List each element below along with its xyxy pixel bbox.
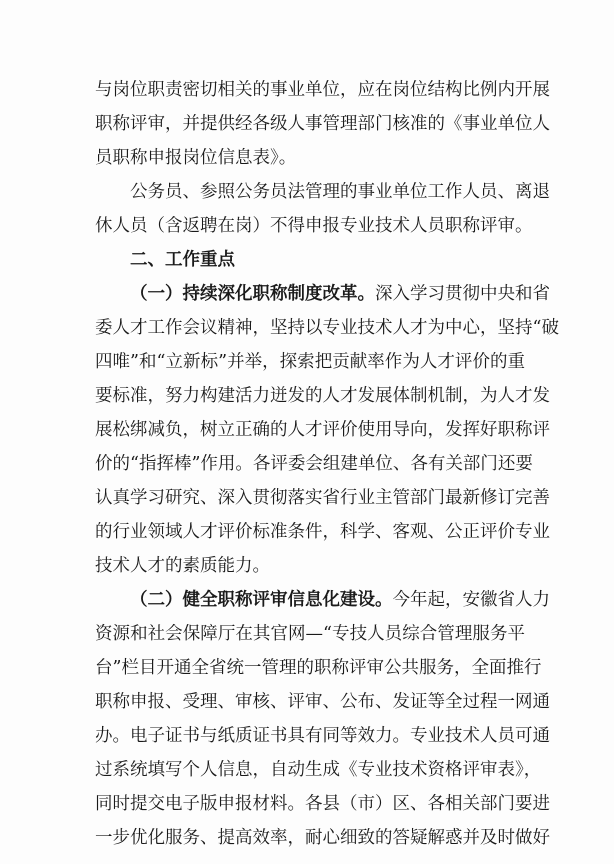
p4-line-7: 同时提交电子版申报材料。各县（市）区、各相关部门要进 [95, 794, 550, 814]
p3-line-9: 技术人才的素质能力。 [95, 556, 270, 576]
p3-line-3: 四唯”和“立新标”并举，探索把贡献率作为人才评价的重 [95, 352, 525, 372]
p4-line-2: 资源和社会保障厅在其官网—“专技人员综合管理服务平 [95, 624, 525, 644]
p1-line-2: 职称评审，并提供经各级人事管理部门核准的《事业单位人 [95, 114, 550, 134]
p3-line-1 [130, 282, 550, 306]
p4-line-5: 办。电子证书与纸质证书具有同等效力。专业技术人员可通 [95, 726, 550, 746]
p4-line-4: 职称申报、受理、审核、评审、公布、发证等全过程一网通 [95, 692, 550, 712]
p4-line-3: 台”栏目开通全省统一管理的职称评审公共服务，全面推行 [95, 658, 542, 678]
p2-line-2: 休人员（含返聘在岗）不得申报专业技术人员职称评审。 [95, 216, 533, 236]
p3-line-6: 价的“指挥棒”作用。各评委会组建单位、各有关部门还要 [95, 454, 533, 474]
p1-line-1: 与岗位职责密切相关的事业单位，应在岗位结构比例内开展 [95, 80, 550, 100]
p4-lead: （二）健全职称评审信息化建设。 [130, 590, 393, 610]
p3-line-5: 展松绑减负，树立正确的人才评价使用导向，发挥好职称评 [95, 420, 550, 440]
p3-line-8: 的行业领域人才评价标准条件，科学、客观、公正评价专业 [95, 522, 550, 542]
p3-line-7: 认真学习研究、深入贯彻落实省行业主管部门最新修订完善 [95, 488, 550, 508]
p3-line-4: 要标准，努力构建活力迸发的人才发展体制机制，为人才发 [95, 386, 550, 406]
p3-line-2: 委人才工作会议精神，坚持以专业技术人才为中心，坚持“破 [95, 318, 559, 338]
p4-line-6: 过系统填写个人信息，自动生成《专业技术资格评审表》， [95, 760, 542, 780]
p2-line-1: 公务员、参照公务员法管理的事业单位工作人员、离退 [130, 182, 550, 202]
p3-lead: （一）持续深化职称制度改革。 [130, 284, 375, 304]
p3-first-rest: 深入学习贯彻中央和省 [375, 284, 550, 304]
p1-line-3: 员职称申报岗位信息表》。 [95, 148, 297, 168]
p4-first-rest: 今年起，安徽省人力 [392, 590, 550, 610]
p4-line-1 [130, 588, 550, 612]
p4-line-8: 一步优化服务、提高效率，耐心细致的答疑解惑并及时做好 [95, 828, 550, 848]
section-heading: 二、工作重点 [130, 250, 235, 270]
